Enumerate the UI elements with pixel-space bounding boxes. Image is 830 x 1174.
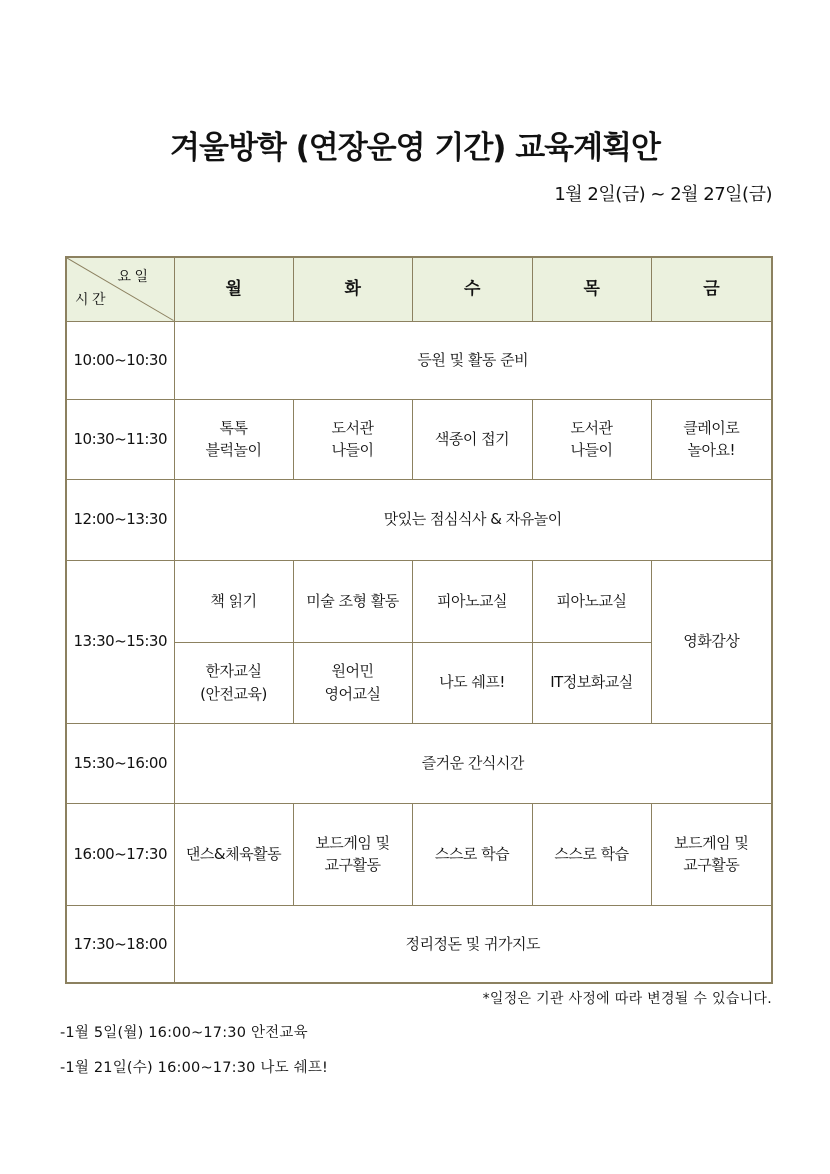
time-cell: 12:00~13:30 (66, 479, 174, 560)
header-row (66, 257, 772, 321)
activity-line: 교구활동 (324, 856, 381, 874)
activity-cell: IT정보화교실 (532, 642, 651, 723)
activity-line: 톡톡 (219, 418, 248, 437)
activity-line: 영어교실 (324, 684, 381, 703)
activity-line: 놀아요! (687, 441, 735, 459)
page-title: 겨울방학 (연장운영 기간) 교육계획안 (170, 130, 660, 166)
activity-cell: 색종이 접기 (412, 399, 532, 479)
activity-cell: 스스로 학습 (412, 803, 532, 905)
activity-cell (651, 803, 772, 905)
corner-cell (66, 257, 174, 321)
activity-cell: 즐거운 간식시간 (174, 723, 772, 803)
schedule-row (66, 321, 772, 399)
footnote: -1월 5일(월) 16:00~17:30 안전교육 (60, 1025, 308, 1041)
activity-line: 나들이 (570, 441, 613, 459)
activity-cell (651, 399, 772, 479)
header-fri: 금 (651, 257, 772, 321)
time-cell: 17:30~18:00 (66, 905, 174, 983)
time-cell: 10:30~11:30 (66, 399, 174, 479)
activity-line: 보드게임 및 (674, 833, 749, 852)
activity-line: (안전교육) (200, 684, 267, 703)
header-wed: 수 (412, 257, 532, 321)
activity-line: 도서관 (570, 418, 613, 437)
schedule-row (66, 905, 772, 983)
activity-cell (293, 399, 412, 479)
footnote: -1월 21일(수) 16:00~17:30 나도 쉐프! (60, 1060, 329, 1076)
activity-cell: 피아노교실 (412, 560, 532, 642)
schedule-table (65, 256, 773, 984)
time-cell: 15:30~16:00 (66, 723, 174, 803)
header-tue: 화 (293, 257, 412, 321)
schedule-row (66, 723, 772, 803)
time-cell: 10:00~10:30 (66, 321, 174, 399)
activity-cell (293, 803, 412, 905)
activity-cell: 피아노교실 (532, 560, 651, 642)
activity-cell: 나도 쉐프! (412, 642, 532, 723)
activity-cell: 댄스&체육활동 (174, 803, 293, 905)
activity-line: 원어민 (331, 662, 374, 680)
activity-line: 블럭놀이 (205, 441, 262, 459)
activity-cell: 책 읽기 (174, 560, 293, 642)
schedule-row (66, 479, 772, 560)
schedule-row (66, 560, 772, 642)
activity-cell (174, 642, 293, 723)
time-cell: 13:30~15:30 (66, 560, 174, 723)
schedule-row (66, 803, 772, 905)
corner-day-label: 요 일 (117, 269, 148, 285)
schedule-row (66, 399, 772, 479)
activity-line: 보드게임 및 (315, 833, 390, 852)
activity-line: 도서관 (331, 418, 374, 437)
activity-line: 한자교실 (205, 662, 262, 680)
activity-cell: 스스로 학습 (532, 803, 651, 905)
activity-line: 교구활동 (683, 856, 740, 874)
activity-cell (532, 399, 651, 479)
header-mon: 월 (174, 257, 293, 321)
schedule-note: *일정은 기관 사정에 따라 변경될 수 있습니다. (482, 991, 772, 1007)
activity-cell (293, 642, 412, 723)
activity-cell: 영화감상 (651, 560, 772, 723)
activity-cell: 미술 조형 활동 (293, 560, 412, 642)
activity-cell: 맛있는 점심식사 & 자유놀이 (174, 479, 772, 560)
activity-cell: 정리정돈 및 귀가지도 (174, 905, 772, 983)
corner-time-label: 시 간 (75, 291, 105, 308)
activity-cell (174, 399, 293, 479)
time-cell: 16:00~17:30 (66, 803, 174, 905)
header-thu: 목 (532, 257, 651, 321)
activity-line: 나들이 (331, 441, 374, 459)
activity-cell: 등원 및 활동 준비 (174, 321, 772, 399)
activity-line: 클레이로 (683, 418, 740, 437)
schedule-period: 1월 2일(금) ~ 2월 27일(금) (554, 184, 772, 205)
